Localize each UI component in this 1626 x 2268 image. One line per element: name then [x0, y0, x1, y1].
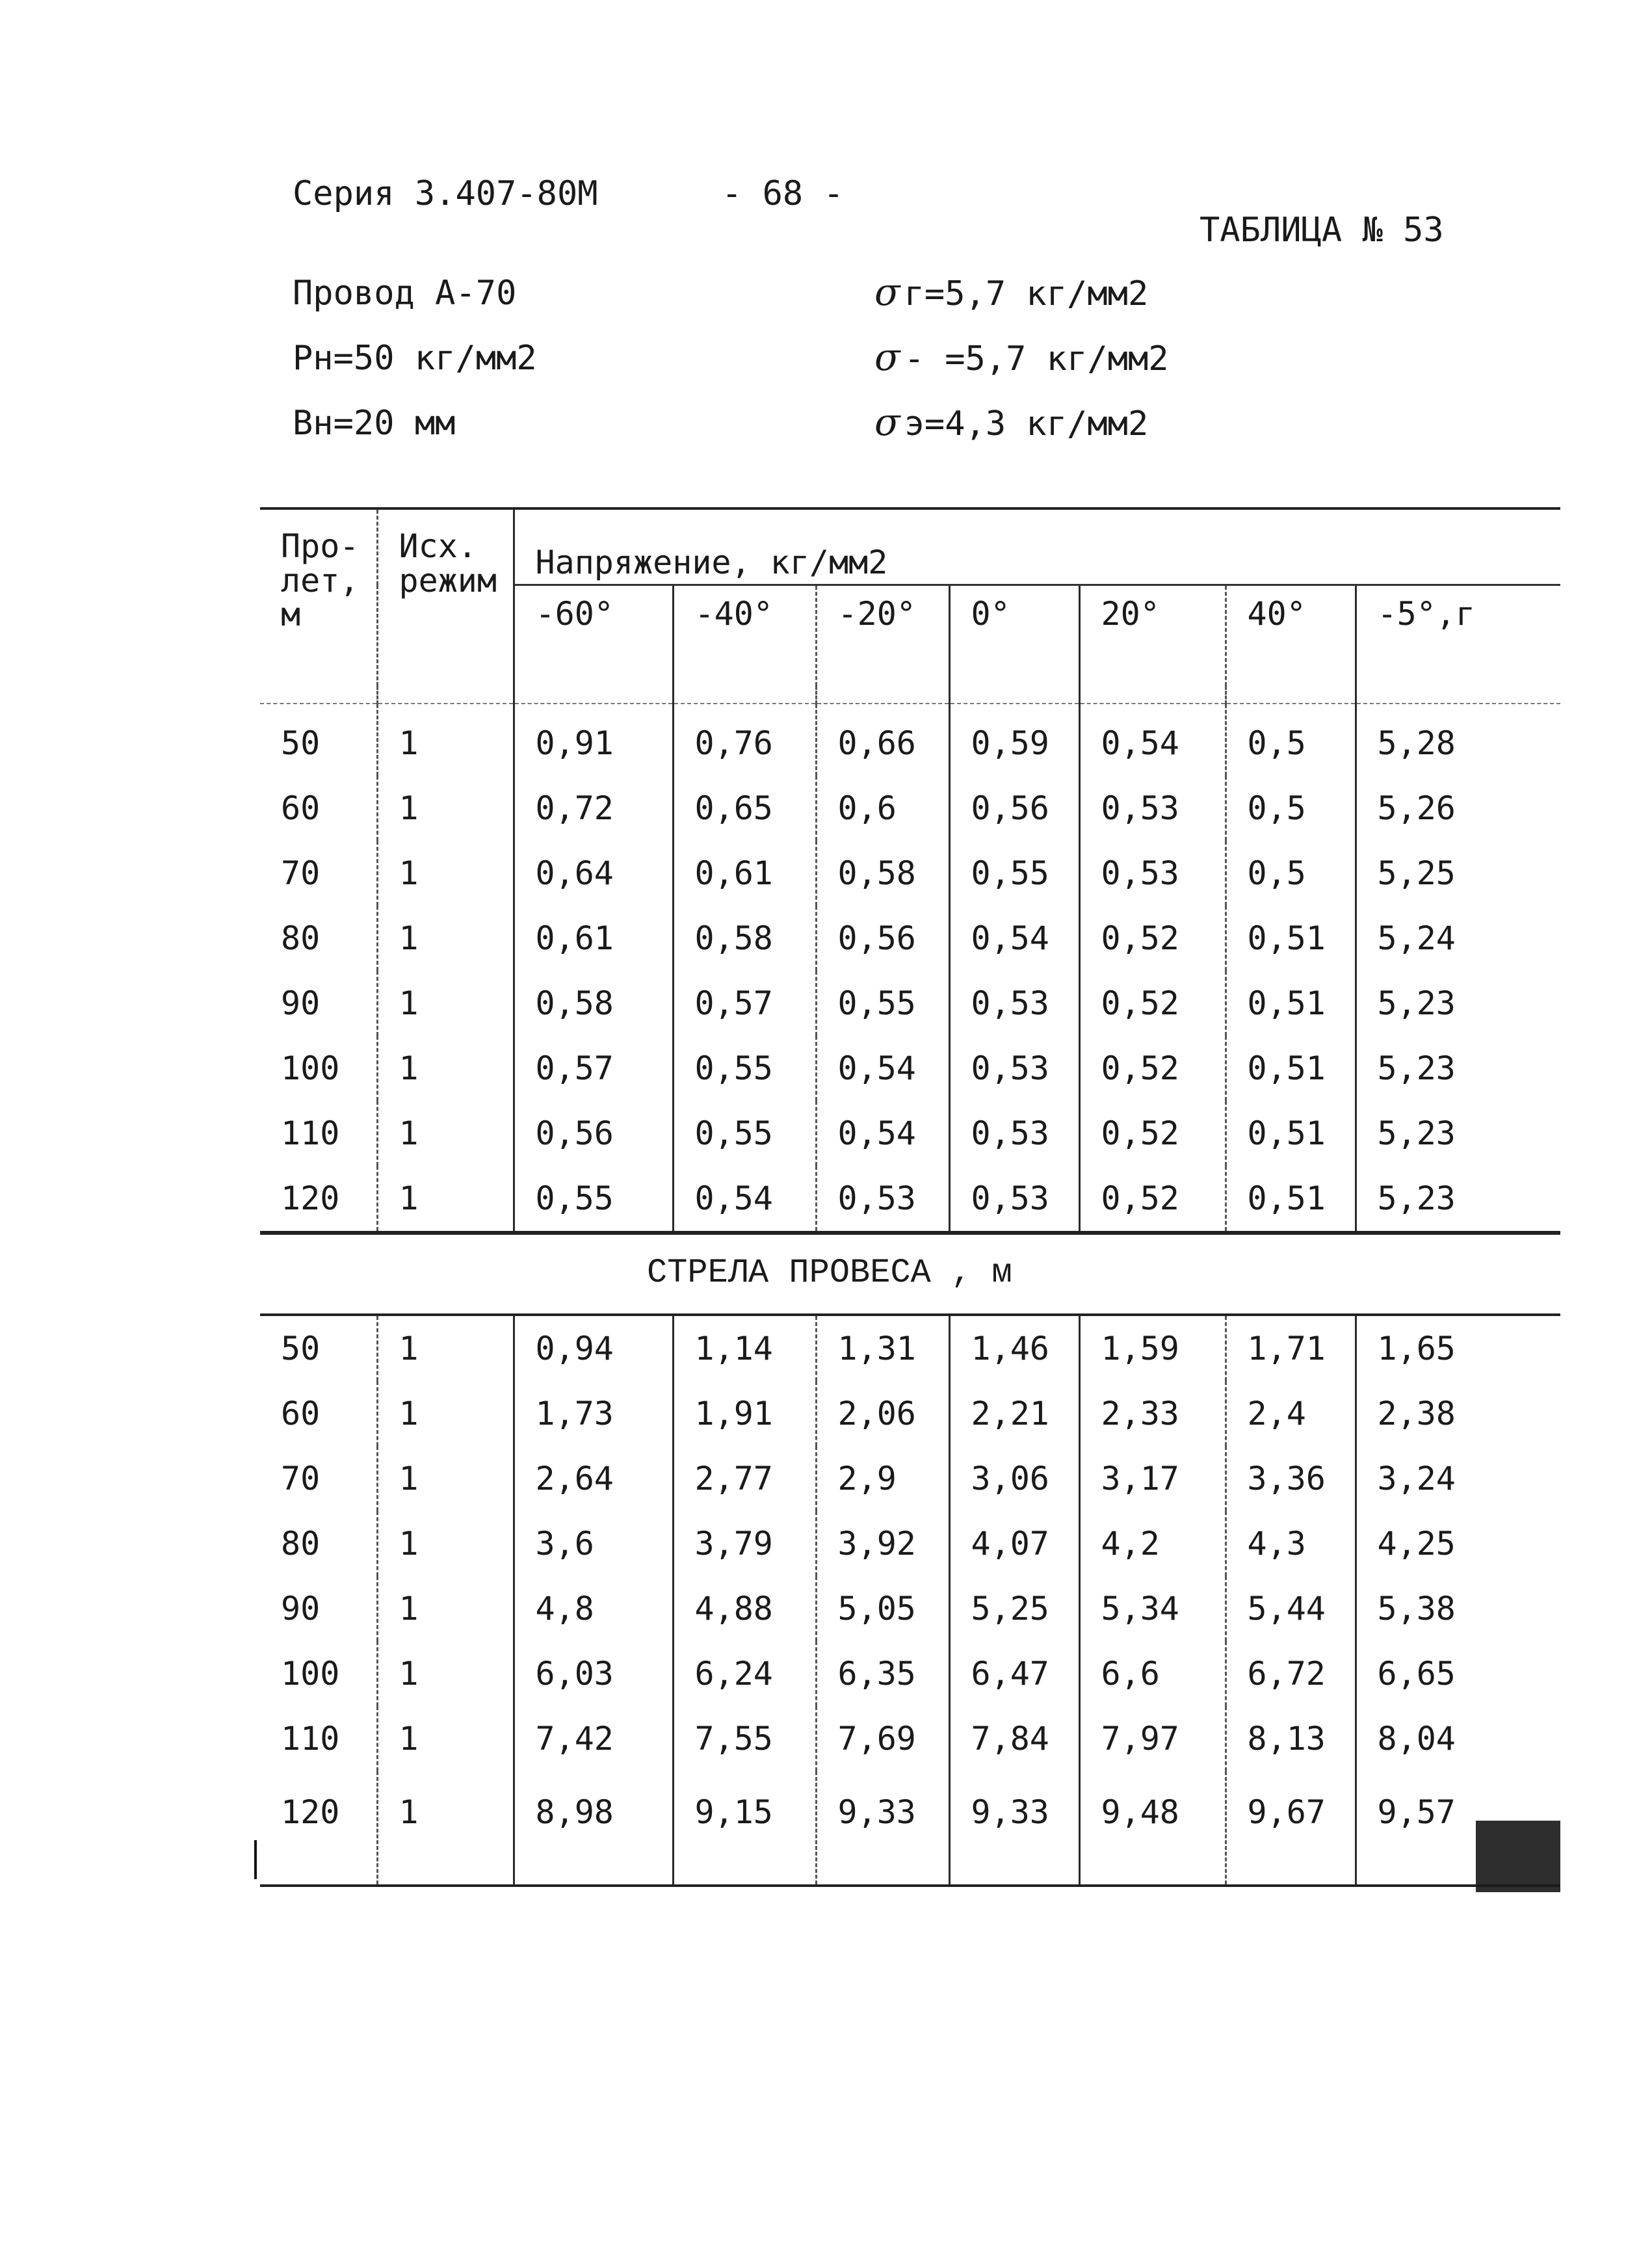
- value-cell: 4,25: [1356, 1511, 1560, 1576]
- value-cell: 0,51: [1226, 971, 1356, 1036]
- value-cell: 0,58: [816, 841, 949, 906]
- value-cell: 6,72: [1226, 1641, 1356, 1706]
- value-cell: 0,55: [949, 841, 1079, 906]
- value-cell: 0,5: [1226, 704, 1356, 776]
- value-cell: 4,8: [514, 1576, 673, 1641]
- value-cell: 6,24: [673, 1641, 816, 1706]
- value-cell: 0,57: [673, 971, 816, 1036]
- value-cell: 0,61: [673, 841, 816, 906]
- table-row: [260, 704, 1560, 776]
- value-cell: 3,6: [514, 1511, 673, 1576]
- value-cell: 0,55: [514, 1166, 673, 1233]
- value-cell: 0,57: [514, 1036, 673, 1101]
- mode-cell: 1: [377, 1166, 514, 1233]
- value-cell: 0,61: [514, 906, 673, 971]
- value-cell: 5,25: [949, 1576, 1079, 1641]
- temp-header: -60°: [514, 585, 673, 687]
- value-cell: 0,53: [949, 971, 1079, 1036]
- span-cell: 110: [281, 1114, 340, 1152]
- value-cell: 0,54: [816, 1101, 949, 1166]
- value-cell: 9,57: [1356, 1771, 1560, 1886]
- table-row: [260, 906, 1560, 971]
- value-cell: 9,67: [1226, 1771, 1356, 1886]
- table-number: ТАБЛИЦА № 53: [1200, 211, 1444, 250]
- mode-cell: 1: [377, 1381, 514, 1446]
- value-cell: 5,44: [1226, 1576, 1356, 1641]
- value-cell: 5,38: [1356, 1576, 1560, 1641]
- sigma-g-value: г=5,7 кг/мм2: [904, 274, 1149, 313]
- wire-type: Провод А-70: [293, 274, 517, 313]
- value-cell: 0,53: [1079, 841, 1226, 906]
- value-cell: 1,71: [1226, 1315, 1356, 1381]
- span-cell: 60: [281, 1395, 321, 1432]
- table-row: [260, 1166, 1560, 1233]
- value-cell: 0,52: [1079, 1166, 1226, 1233]
- value-cell: 1,59: [1079, 1315, 1226, 1381]
- value-cell: 2,38: [1356, 1381, 1560, 1446]
- temp-header: -20°: [816, 585, 949, 687]
- value-cell: 0,51: [1226, 1101, 1356, 1166]
- value-cell: 1,73: [514, 1381, 673, 1446]
- value-cell: 1,31: [816, 1315, 949, 1381]
- value-cell: 0,76: [673, 704, 816, 776]
- sigma-minus-value: - =5,7 кг/мм2: [904, 339, 1169, 378]
- value-cell: 5,23: [1356, 1036, 1560, 1101]
- value-cell: 1,14: [673, 1315, 816, 1381]
- temp-header: 40°: [1226, 585, 1356, 687]
- value-cell: 3,06: [949, 1446, 1079, 1511]
- span-cell: 90: [281, 1590, 321, 1628]
- value-cell: 0,5: [1226, 776, 1356, 841]
- span-cell: 120: [281, 1180, 340, 1217]
- value-cell: 0,56: [816, 906, 949, 971]
- sigma-icon: σ: [874, 335, 900, 379]
- table-row: [260, 1641, 1560, 1706]
- value-cell: 0,64: [514, 841, 673, 906]
- value-cell: 2,9: [816, 1446, 949, 1511]
- span-cell: 80: [281, 919, 321, 957]
- value-cell: 3,24: [1356, 1446, 1560, 1511]
- value-cell: 0,53: [949, 1166, 1079, 1233]
- span-cell: 60: [281, 789, 321, 827]
- value-cell: 2,4: [1226, 1381, 1356, 1446]
- mode-cell: 1: [377, 704, 514, 776]
- sigma-icon: σ: [874, 400, 900, 444]
- value-cell: 2,06: [816, 1381, 949, 1446]
- sag-table: [260, 1313, 1560, 1887]
- table-row: [260, 1511, 1560, 1576]
- span-cell: 70: [281, 1460, 321, 1497]
- value-cell: 8,98: [514, 1771, 673, 1886]
- rn-value: Рн=50 кг/мм2: [293, 339, 537, 378]
- value-cell: 0,58: [673, 906, 816, 971]
- value-cell: 0,54: [949, 906, 1079, 971]
- value-cell: 0,65: [673, 776, 816, 841]
- value-cell: 7,97: [1079, 1706, 1226, 1771]
- mode-cell: 1: [377, 971, 514, 1036]
- value-cell: 7,42: [514, 1706, 673, 1771]
- value-cell: 5,05: [816, 1576, 949, 1641]
- value-cell: 8,04: [1356, 1706, 1560, 1771]
- table-row: [260, 971, 1560, 1036]
- value-cell: 2,21: [949, 1381, 1079, 1446]
- value-cell: 6,65: [1356, 1641, 1560, 1706]
- sigma-e: [874, 400, 1149, 444]
- value-cell: 9,48: [1079, 1771, 1226, 1886]
- table-row: [260, 1381, 1560, 1446]
- value-cell: 5,26: [1356, 776, 1560, 841]
- tension-group-header: Напряжение, кг/мм2: [514, 508, 1560, 585]
- value-cell: 3,92: [816, 1511, 949, 1576]
- value-cell: 6,47: [949, 1641, 1079, 1706]
- span-cell: 100: [281, 1049, 340, 1087]
- value-cell: 7,84: [949, 1706, 1079, 1771]
- table-row: [260, 841, 1560, 906]
- table-row: [260, 1101, 1560, 1166]
- value-cell: 0,52: [1079, 1101, 1226, 1166]
- value-cell: 2,33: [1079, 1381, 1226, 1446]
- value-cell: 5,28: [1356, 704, 1560, 776]
- col-mode-header: Исх. режим: [377, 508, 514, 686]
- value-cell: 5,23: [1356, 1166, 1560, 1233]
- value-cell: 0,53: [949, 1036, 1079, 1101]
- temp-header: 0°: [949, 585, 1079, 687]
- value-cell: 0,53: [949, 1101, 1079, 1166]
- sag-table-title: СТРЕЛА ПРОВЕСА , м: [647, 1254, 1012, 1292]
- ink-blot: [1476, 1821, 1560, 1892]
- value-cell: 9,33: [949, 1771, 1079, 1886]
- value-cell: 4,88: [673, 1576, 816, 1641]
- table-row: [260, 776, 1560, 841]
- sigma-g: [874, 270, 1149, 314]
- bn-value: Вн=20 мм: [293, 404, 456, 443]
- value-cell: 3,36: [1226, 1446, 1356, 1511]
- value-cell: 0,56: [949, 776, 1079, 841]
- value-cell: 2,77: [673, 1446, 816, 1511]
- value-cell: 0,51: [1226, 1166, 1356, 1233]
- left-tick: [254, 1840, 257, 1879]
- value-cell: 5,23: [1356, 1101, 1560, 1166]
- value-cell: 0,91: [514, 704, 673, 776]
- span-cell: 50: [281, 724, 321, 762]
- col-span-header: Про- лет, м: [281, 527, 360, 633]
- value-cell: 1,46: [949, 1315, 1079, 1381]
- value-cell: 6,6: [1079, 1641, 1226, 1706]
- mode-cell: 1: [377, 1511, 514, 1576]
- value-cell: 0,55: [673, 1036, 816, 1101]
- value-cell: 0,53: [816, 1166, 949, 1233]
- value-cell: 3,79: [673, 1511, 816, 1576]
- value-cell: 7,69: [816, 1706, 949, 1771]
- value-cell: 4,3: [1226, 1511, 1356, 1576]
- temp-header: -5°,г: [1356, 585, 1560, 687]
- mode-cell: 1: [377, 841, 514, 906]
- value-cell: 0,54: [816, 1036, 949, 1101]
- value-cell: 0,51: [1226, 906, 1356, 971]
- tension-table: [260, 507, 1560, 1235]
- mode-cell: 1: [377, 1706, 514, 1771]
- mode-cell: 1: [377, 1101, 514, 1166]
- value-cell: 6,35: [816, 1641, 949, 1706]
- value-cell: 0,58: [514, 971, 673, 1036]
- value-cell: 0,51: [1226, 1036, 1356, 1101]
- value-cell: 5,25: [1356, 841, 1560, 906]
- value-cell: 0,66: [816, 704, 949, 776]
- value-cell: 0,55: [673, 1101, 816, 1166]
- value-cell: 0,56: [514, 1101, 673, 1166]
- value-cell: 0,54: [673, 1166, 816, 1233]
- mode-cell: 1: [377, 1771, 514, 1886]
- page-number: - 68 -: [722, 174, 844, 213]
- mode-cell: 1: [377, 1036, 514, 1101]
- table-row: [260, 1446, 1560, 1511]
- span-cell: 100: [281, 1655, 340, 1693]
- span-cell: 70: [281, 854, 321, 892]
- mode-cell: 1: [377, 1446, 514, 1511]
- value-cell: 9,15: [673, 1771, 816, 1886]
- mode-cell: 1: [377, 1576, 514, 1641]
- value-cell: 8,13: [1226, 1706, 1356, 1771]
- value-cell: 5,24: [1356, 906, 1560, 971]
- value-cell: 1,65: [1356, 1315, 1560, 1381]
- value-cell: 0,94: [514, 1315, 673, 1381]
- sigma-icon: σ: [874, 270, 900, 314]
- span-cell: 80: [281, 1525, 321, 1563]
- table-row: [260, 1036, 1560, 1101]
- mode-cell: 1: [377, 776, 514, 841]
- value-cell: 0,53: [1079, 776, 1226, 841]
- temp-header: 20°: [1079, 585, 1226, 687]
- value-cell: 0,5: [1226, 841, 1356, 906]
- span-cell: 120: [281, 1793, 340, 1831]
- table-row: [260, 1576, 1560, 1641]
- mode-cell: 1: [377, 1641, 514, 1706]
- value-cell: 3,17: [1079, 1446, 1226, 1511]
- table-row: [260, 1315, 1560, 1381]
- value-cell: 9,33: [816, 1771, 949, 1886]
- value-cell: 6,03: [514, 1641, 673, 1706]
- value-cell: 5,34: [1079, 1576, 1226, 1641]
- series-label: Серия 3.407-80М: [293, 174, 598, 213]
- span-cell: 90: [281, 984, 321, 1022]
- value-cell: 0,52: [1079, 1036, 1226, 1101]
- value-cell: 7,55: [673, 1706, 816, 1771]
- span-cell: 110: [281, 1720, 340, 1758]
- value-cell: 0,52: [1079, 971, 1226, 1036]
- span-cell: 50: [281, 1330, 321, 1367]
- value-cell: 0,6: [816, 776, 949, 841]
- value-cell: 0,72: [514, 776, 673, 841]
- value-cell: 4,07: [949, 1511, 1079, 1576]
- value-cell: 0,52: [1079, 906, 1226, 971]
- value-cell: 0,59: [949, 704, 1079, 776]
- mode-cell: 1: [377, 906, 514, 971]
- temp-header: -40°: [673, 585, 816, 687]
- mode-cell: 1: [377, 1315, 514, 1381]
- table-row: [260, 1706, 1560, 1771]
- value-cell: 5,23: [1356, 971, 1560, 1036]
- value-cell: 0,54: [1079, 704, 1226, 776]
- value-cell: 2,64: [514, 1446, 673, 1511]
- sigma-e-value: э=4,3 кг/мм2: [904, 404, 1149, 443]
- value-cell: 1,91: [673, 1381, 816, 1446]
- value-cell: 0,55: [816, 971, 949, 1036]
- sigma-minus: [874, 335, 1169, 379]
- value-cell: 4,2: [1079, 1511, 1226, 1576]
- table-row: [260, 1771, 1560, 1886]
